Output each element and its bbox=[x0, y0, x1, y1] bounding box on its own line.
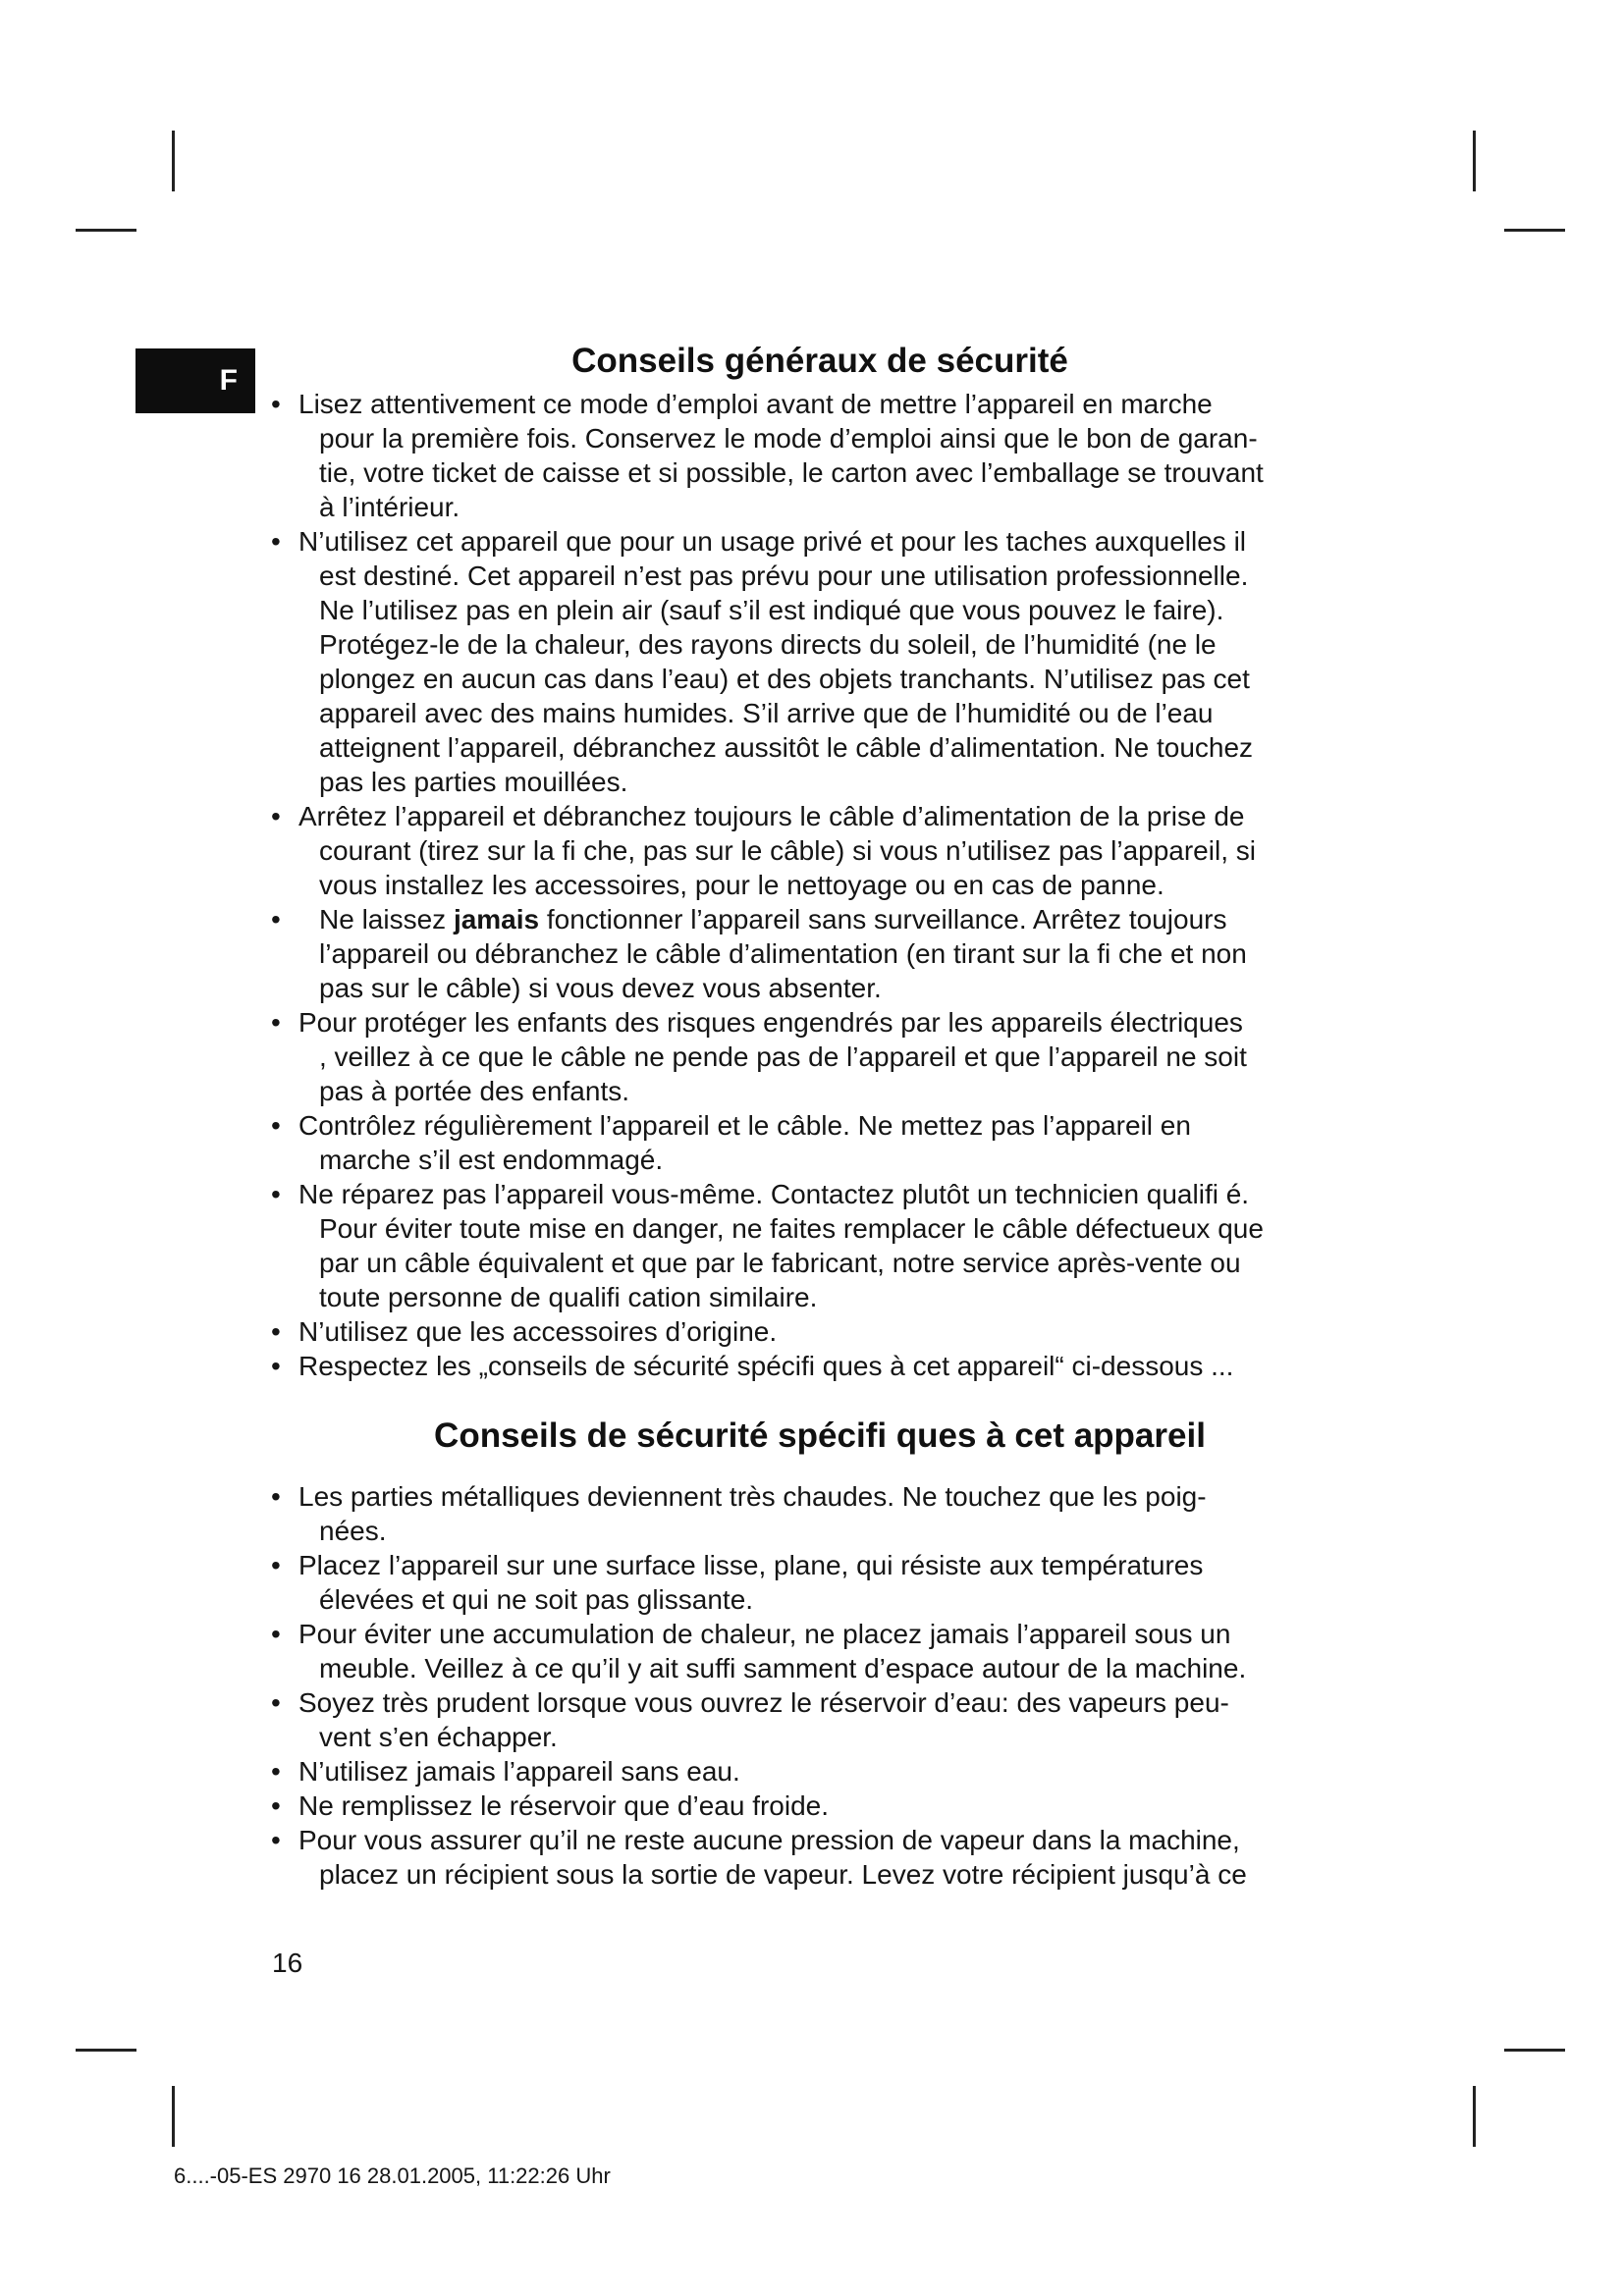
item-line: Soyez très prudent lorsque vous ouvrez le réservoir d’eau: des vapeurs peu- bbox=[298, 1687, 1229, 1718]
item-line: Contrôlez régulièrement l’appareil et le câble. Ne mettez pas l’appareil en bbox=[298, 1110, 1191, 1141]
list-item bbox=[265, 1548, 1375, 1617]
footer-imprint: 6....-05-ES 2970 16 28.01.2005, 11:22:26 Uhr bbox=[174, 2163, 611, 2188]
bullet-icon: • bbox=[271, 1756, 281, 1787]
item-line: N’utilisez que les accessoires d’origine. bbox=[298, 1316, 778, 1347]
bullet-icon: • bbox=[271, 1687, 281, 1718]
crop-mark-bottom-right-horizontal bbox=[1504, 2049, 1565, 2052]
bullet-icon: • bbox=[271, 389, 281, 419]
item-line: pas à portée des enfants. bbox=[319, 1076, 629, 1106]
crop-mark-top-right-horizontal bbox=[1504, 229, 1565, 232]
item-line: tie, votre ticket de caisse et si possible, le carton avec l’emballage se trouvant bbox=[319, 457, 1264, 488]
list-item bbox=[265, 1685, 1375, 1754]
list-item bbox=[265, 1479, 1375, 1548]
bullet-icon: • bbox=[271, 1110, 281, 1141]
bullet-icon: • bbox=[271, 1619, 281, 1649]
page-number: 16 bbox=[272, 1948, 303, 1978]
crop-mark-top-left-vertical bbox=[172, 131, 175, 191]
item-line: par un câble équivalent et que par le fabricant, notre service après-vente ou bbox=[319, 1248, 1241, 1278]
item-line: Respectez les „conseils de sécurité spécifi ques à cet appareil“ ci-dessous ... bbox=[298, 1351, 1234, 1381]
item-line: vent s’en échapper. bbox=[319, 1722, 558, 1752]
list-item bbox=[265, 387, 1375, 524]
item-line: marche s’il est endommagé. bbox=[319, 1145, 664, 1175]
item-line: Pour éviter toute mise en danger, ne faites remplacer le câble défectueux que bbox=[319, 1213, 1264, 1244]
item-line: pas les parties mouillées. bbox=[319, 767, 628, 797]
item-line: Ne réparez pas l’appareil vous-même. Contactez plutôt un technicien qualifi é. bbox=[298, 1179, 1250, 1209]
bullet-icon: • bbox=[271, 1825, 281, 1855]
bullet-icon: • bbox=[271, 1481, 281, 1512]
bullet-icon: • bbox=[271, 1316, 281, 1347]
list-item bbox=[265, 1108, 1375, 1177]
item-line: meuble. Veillez à ce qu’il y ait suffi samment d’espace autour de la machine. bbox=[319, 1653, 1247, 1683]
general-safety-list bbox=[265, 387, 1375, 1383]
item-text: fonctionner l’appareil sans surveillance. Arrêtez toujours bbox=[539, 904, 1227, 934]
item-line: à l’intérieur. bbox=[319, 492, 460, 522]
item-line: Les parties métalliques deviennent très chaudes. Ne touchez que les poig- bbox=[298, 1481, 1207, 1512]
crop-mark-bottom-left-vertical bbox=[172, 2086, 175, 2147]
item-line: appareil avec des mains humides. S’il arrive que de l’humidité ou de l’eau bbox=[319, 698, 1214, 728]
bullet-icon: • bbox=[271, 1550, 281, 1580]
crop-mark-top-right-vertical bbox=[1473, 131, 1476, 191]
bullet-icon: • bbox=[271, 904, 281, 934]
item-line: pas sur le câble) si vous devez vous absenter. bbox=[319, 973, 882, 1003]
list-item bbox=[265, 524, 1375, 799]
language-tab: F bbox=[135, 348, 255, 413]
list-item bbox=[265, 1617, 1375, 1685]
section-title-specific-safety: Conseils de sécurité spécifi ques à cet appareil bbox=[434, 1416, 1206, 1455]
item-line: atteignent l’appareil, débranchez aussitôt le câble d’alimentation. Ne touchez bbox=[319, 732, 1254, 763]
item-line: , veillez à ce que le câble ne pende pas de l’appareil et que l’appareil ne soit bbox=[319, 1041, 1247, 1072]
item-line: N’utilisez jamais l’appareil sans eau. bbox=[298, 1756, 740, 1787]
item-line: toute personne de qualifi cation similaire. bbox=[319, 1282, 818, 1312]
item-line: Placez l’appareil sur une surface lisse, plane, qui résiste aux températures bbox=[298, 1550, 1204, 1580]
bullet-icon: • bbox=[271, 801, 281, 831]
list-item bbox=[265, 1789, 1375, 1823]
bullet-icon: • bbox=[271, 1351, 281, 1381]
item-line: vous installez les accessoires, pour le nettoyage ou en cas de panne. bbox=[319, 870, 1164, 900]
item-line: placez un récipient sous la sortie de vapeur. Levez votre récipient jusqu’à ce bbox=[319, 1859, 1247, 1890]
item-line: Pour éviter une accumulation de chaleur, ne placez jamais l’appareil sous un bbox=[298, 1619, 1231, 1649]
item-line: Pour protéger les enfants des risques engendrés par les appareils électriques bbox=[298, 1007, 1243, 1038]
section-title-general-safety: Conseils généraux de sécurité bbox=[571, 342, 1068, 380]
list-item bbox=[265, 1823, 1375, 1892]
item-line: Ne l’utilisez pas en plein air (sauf s’il est indiqué que vous pouvez le faire). bbox=[319, 595, 1224, 625]
emphasis-text: jamais bbox=[453, 904, 540, 934]
list-item bbox=[265, 1349, 1375, 1383]
item-line: Arrêtez l’appareil et débranchez toujours le câble d’alimentation de la prise de bbox=[298, 801, 1245, 831]
item-line: plongez en aucun cas dans l’eau) et des objets tranchants. N’utilisez pas cet bbox=[319, 664, 1250, 694]
list-item bbox=[265, 1177, 1375, 1314]
crop-mark-top-left-horizontal bbox=[76, 229, 136, 232]
bullet-icon: • bbox=[271, 1179, 281, 1209]
item-line: N’utilisez cet appareil que pour un usage privé et pour les taches auxquelles il bbox=[298, 526, 1247, 557]
item-line: pour la première fois. Conservez le mode d’emploi ainsi que le bon de garan- bbox=[319, 423, 1258, 454]
list-item bbox=[265, 799, 1375, 902]
bullet-icon: • bbox=[271, 1790, 281, 1821]
list-item bbox=[265, 1005, 1375, 1108]
general-safety-section bbox=[265, 336, 1375, 1383]
item-line: l’appareil ou débranchez le câble d’alimentation (en tirant sur la fi che et non bbox=[319, 938, 1247, 969]
item-line: Protégez-le de la chaleur, des rayons directs du soleil, de l’humidité (ne le bbox=[319, 629, 1217, 660]
crop-mark-bottom-left-horizontal bbox=[76, 2049, 136, 2052]
item-line: Lisez attentivement ce mode d’emploi avant de mettre l’appareil en marche bbox=[298, 389, 1213, 419]
item-line: élevées et qui ne soit pas glissante. bbox=[319, 1584, 754, 1615]
page-content bbox=[265, 336, 1375, 1892]
item-line: Pour vous assurer qu’il ne reste aucune pression de vapeur dans la machine, bbox=[298, 1825, 1240, 1855]
item-line: courant (tirez sur la fi che, pas sur le câble) si vous n’utilisez pas l’appareil, si bbox=[319, 835, 1256, 866]
list-item bbox=[265, 1314, 1375, 1349]
bullet-icon: • bbox=[271, 1007, 281, 1038]
specific-safety-section bbox=[265, 1411, 1375, 1892]
crop-mark-bottom-right-vertical bbox=[1473, 2086, 1476, 2147]
specific-safety-list bbox=[265, 1479, 1375, 1892]
item-line bbox=[298, 902, 1375, 936]
item-line: nées. bbox=[319, 1516, 387, 1546]
item-line: est destiné. Cet appareil n’est pas prévu pour une utilisation professionnelle. bbox=[319, 561, 1249, 591]
list-item bbox=[265, 1754, 1375, 1789]
list-item bbox=[265, 902, 1375, 1005]
bullet-icon: • bbox=[271, 526, 281, 557]
item-text: Ne laissez bbox=[319, 904, 454, 934]
item-line: Ne remplissez le réservoir que d’eau froide. bbox=[298, 1790, 830, 1821]
